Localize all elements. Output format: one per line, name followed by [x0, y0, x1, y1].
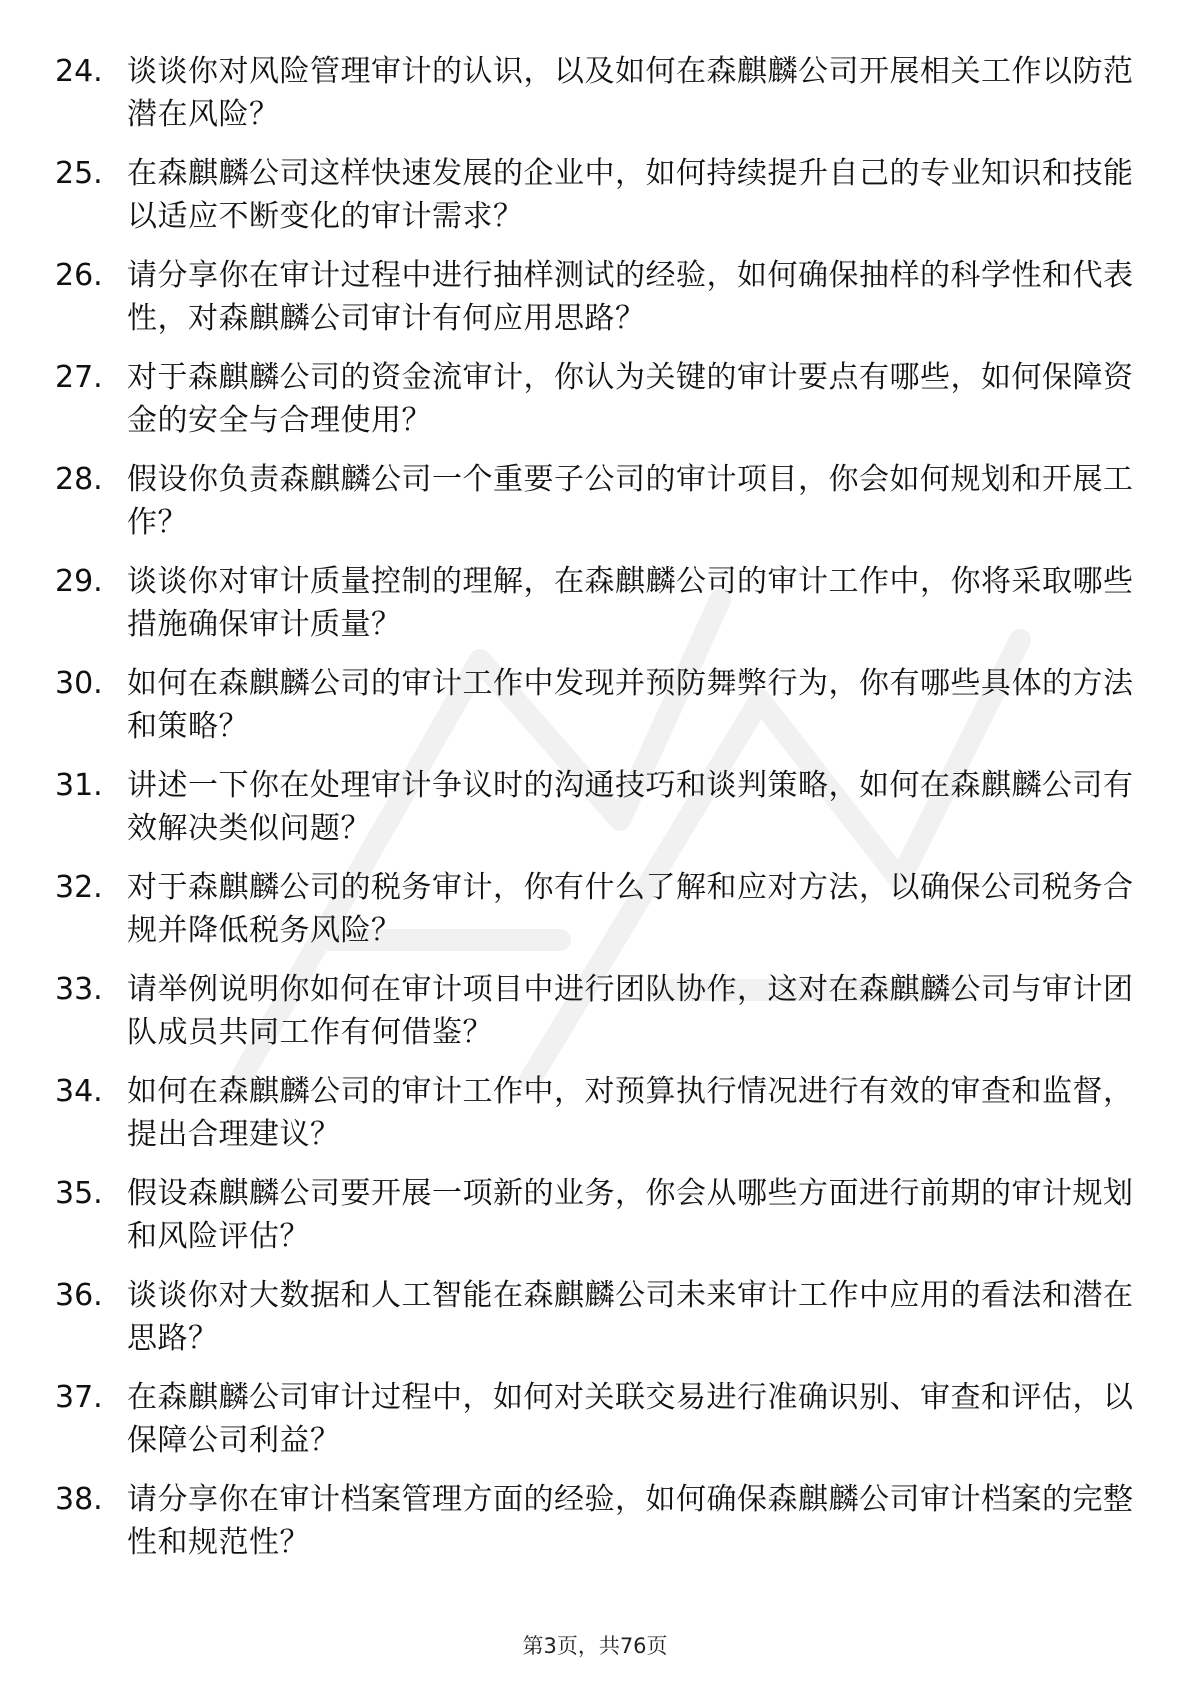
question-text: 假设你负责森麒麟公司一个重要子公司的审计项目，你会如何规划和开展工作？: [127, 462, 1134, 540]
question-list: [55, 50, 1135, 1580]
question-text: 谈谈你对大数据和人工智能在森麒麟公司未来审计工作中应用的看法和潜在思路？: [127, 1278, 1134, 1356]
question-number: 37.: [55, 1380, 103, 1415]
question-number: 26.: [55, 258, 103, 293]
question-number: 28.: [55, 462, 103, 497]
question-item-35: [55, 1172, 1135, 1258]
question-item-29: [55, 560, 1135, 646]
page-footer: [0, 1632, 1190, 1660]
question-text: 请分享你在审计过程中进行抽样测试的经验，如何确保抽样的科学性和代表性，对森麒麟公司审计有何应用思路？: [127, 258, 1134, 336]
question-number: 36.: [55, 1278, 103, 1313]
question-item-37: [55, 1376, 1135, 1462]
question-text: 对于森麒麟公司的税务审计，你有什么了解和应对方法，以确保公司税务合规并降低税务风险？: [127, 870, 1134, 948]
question-number: 34.: [55, 1074, 103, 1109]
question-item-24: [55, 50, 1135, 136]
question-number: 29.: [55, 564, 103, 599]
question-item-31: [55, 764, 1135, 850]
question-text: 假设森麒麟公司要开展一项新的业务，你会从哪些方面进行前期的审计规划和风险评估？: [127, 1176, 1134, 1254]
question-text: 请举例说明你如何在审计项目中进行团队协作，这对在森麒麟公司与审计团队成员共同工作有何借鉴？: [127, 972, 1134, 1050]
question-item-30: [55, 662, 1135, 748]
question-text: 如何在森麒麟公司的审计工作中，对预算执行情况进行有效的审查和监督，提出合理建议？: [127, 1074, 1134, 1152]
question-item-26: [55, 254, 1135, 340]
question-number: 30.: [55, 666, 103, 701]
question-text: 在森麒麟公司审计过程中，如何对关联交易进行准确识别、审查和评估，以保障公司利益？: [127, 1380, 1134, 1458]
question-number: 27.: [55, 360, 103, 395]
question-number: 38.: [55, 1482, 103, 1517]
question-item-27: [55, 356, 1135, 442]
question-number: 31.: [55, 768, 103, 803]
question-item-32: [55, 866, 1135, 952]
question-text: 如何在森麒麟公司的审计工作中发现并预防舞弊行为，你有哪些具体的方法和策略？: [127, 666, 1134, 744]
question-number: 35.: [55, 1176, 103, 1211]
question-number: 32.: [55, 870, 103, 905]
page-number-label: 第3页，共76页: [522, 1634, 668, 1658]
question-number: 25.: [55, 156, 103, 191]
question-text: 请分享你在审计档案管理方面的经验，如何确保森麒麟公司审计档案的完整性和规范性？: [127, 1482, 1134, 1560]
question-item-25: [55, 152, 1135, 238]
question-text: 谈谈你对审计质量控制的理解，在森麒麟公司的审计工作中，你将采取哪些措施确保审计质量？: [127, 564, 1134, 642]
question-text: 对于森麒麟公司的资金流审计，你认为关键的审计要点有哪些，如何保障资金的安全与合理使用？: [127, 360, 1134, 438]
question-item-36: [55, 1274, 1135, 1360]
question-number: 33.: [55, 972, 103, 1007]
question-item-34: [55, 1070, 1135, 1156]
question-text: 讲述一下你在处理审计争议时的沟通技巧和谈判策略，如何在森麒麟公司有效解决类似问题？: [127, 768, 1134, 846]
question-item-38: [55, 1478, 1135, 1564]
question-item-28: [55, 458, 1135, 544]
question-item-33: [55, 968, 1135, 1054]
question-number: 24.: [55, 54, 103, 89]
question-text: 在森麒麟公司这样快速发展的企业中，如何持续提升自己的专业知识和技能以适应不断变化的审计需求？: [127, 156, 1134, 234]
question-text: 谈谈你对风险管理审计的认识，以及如何在森麒麟公司开展相关工作以防范潜在风险？: [127, 54, 1134, 132]
